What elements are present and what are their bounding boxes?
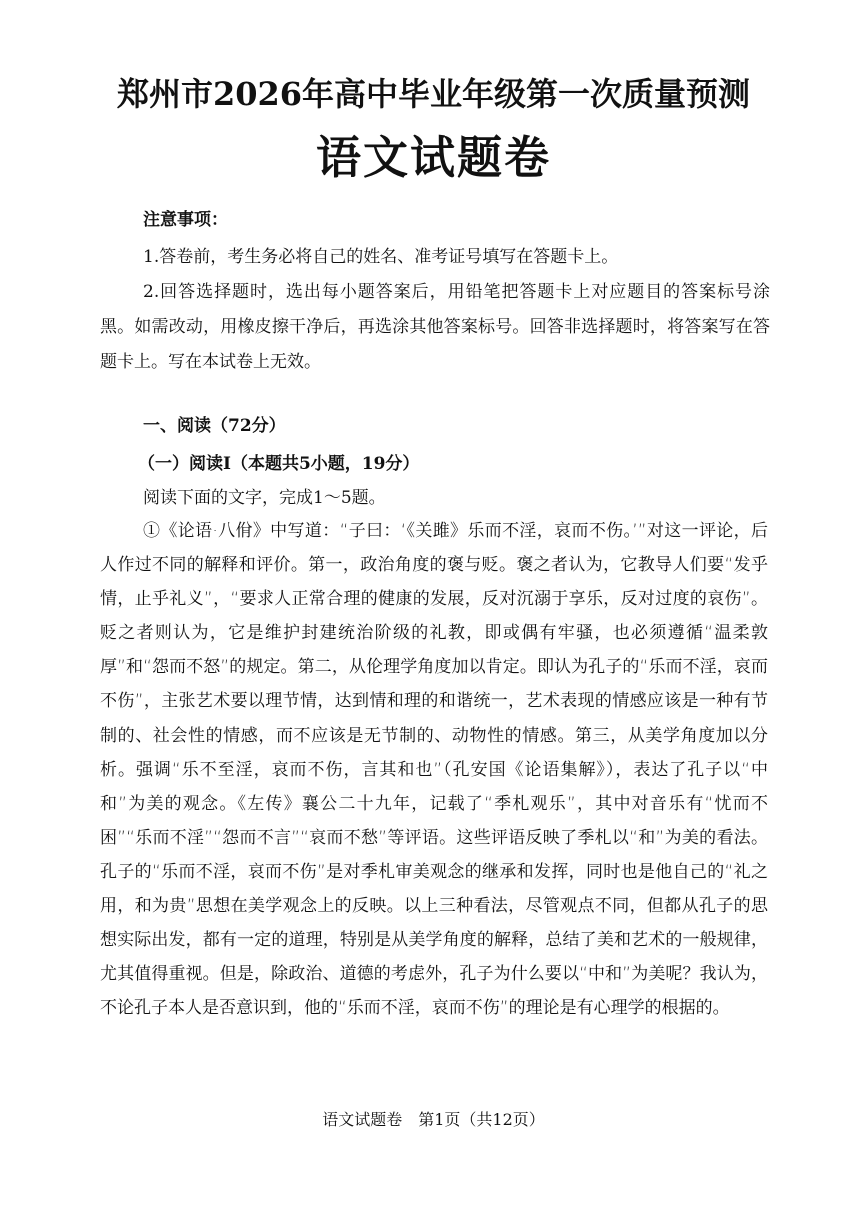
notice-heading: 注意事项： xyxy=(143,210,228,230)
notice-list xyxy=(100,240,770,380)
subject-title: 语文试题卷 xyxy=(315,131,551,184)
notice-item-1: 1.答卷前，考生务必将自己的姓名、准考证号填写在答题卡上。 xyxy=(143,247,619,267)
notice-item-2: 2.回答选择题时，选出每小题答案后，用铅笔把答题卡上对应题目的答案标号涂黑。如需改动，用橡皮擦干净后，再选涂其他答案标号。回答非选择题时，将答案写在答题卡上。写在本试卷上无效。 xyxy=(100,282,770,372)
section-heading: 一、阅读（72分） xyxy=(143,416,286,436)
exam-title: 郑州市2026年高中毕业年级第一次质量预测 xyxy=(116,75,751,113)
reading-instruction: 阅读下面的文字，完成1～5题。 xyxy=(143,488,386,508)
page-footer: 语文试题卷 第1页（共12页） xyxy=(322,1110,545,1129)
subsection-heading: （一）阅读Ⅰ（本题共5小题，19分） xyxy=(138,454,420,474)
passage-paragraph-1: ①《论语·八佾》中写道：“子曰：‘《关雎》乐而不淫，哀而不伤。’”对这一评论，后人作过不同的解释和评价。第一，政治角度的褒与贬。褒之者认为，它教导人们要“发乎情，止乎礼义”，“要求人正常合理的健康的发展，反对沉溺于享乐，反对过度的哀伤”。贬之者则认为，它是维护封建统治阶级的礼教，即或偶有牢骚，也必须遵循“温柔敦厚”和“怨而不怒”的规定。第二，从伦理学角度加以肯定。即认为孔子的“乐而不淫，哀而不伤”，主张艺术要以理节情，达到情和理的和谐统一，艺术表现的情感应该是一种有节制的、社会性的情感，而不应该是无节制的、动物性的情感。第三，从美学角度加以分析。强调“乐不至淫，哀而不伤，言其和也”（孔安国《论语集解》），表达了孔子以“中和”为美的观念。《左传》襄公二十九年，记载了“季札观乐”，其中对音乐有“忧而不困”“乐而不淫”“怨而不言”“哀而不愁”等评语。这些评语反映了季札以“和”为美的看法。孔子的“乐而不淫，哀而不伤”是对季札审美观念的继承和发挥，同时也是他自己的“礼之用，和为贵”思想在美学观念上的反映。以上三种看法，尽管观点不同，但都从孔子的思想实际出发，都有一定的道理，特别是从美学角度的解释，总结了美和艺术的一般规律，尤其值得重视。但是，除政治、道德的考虑外，孔子为什么要以“中和”为美呢？我认为，不论孔子本人是否意识到，他的“乐而不淫，哀而不伤”的理论是有心理学的根据的。 xyxy=(100,521,768,1019)
